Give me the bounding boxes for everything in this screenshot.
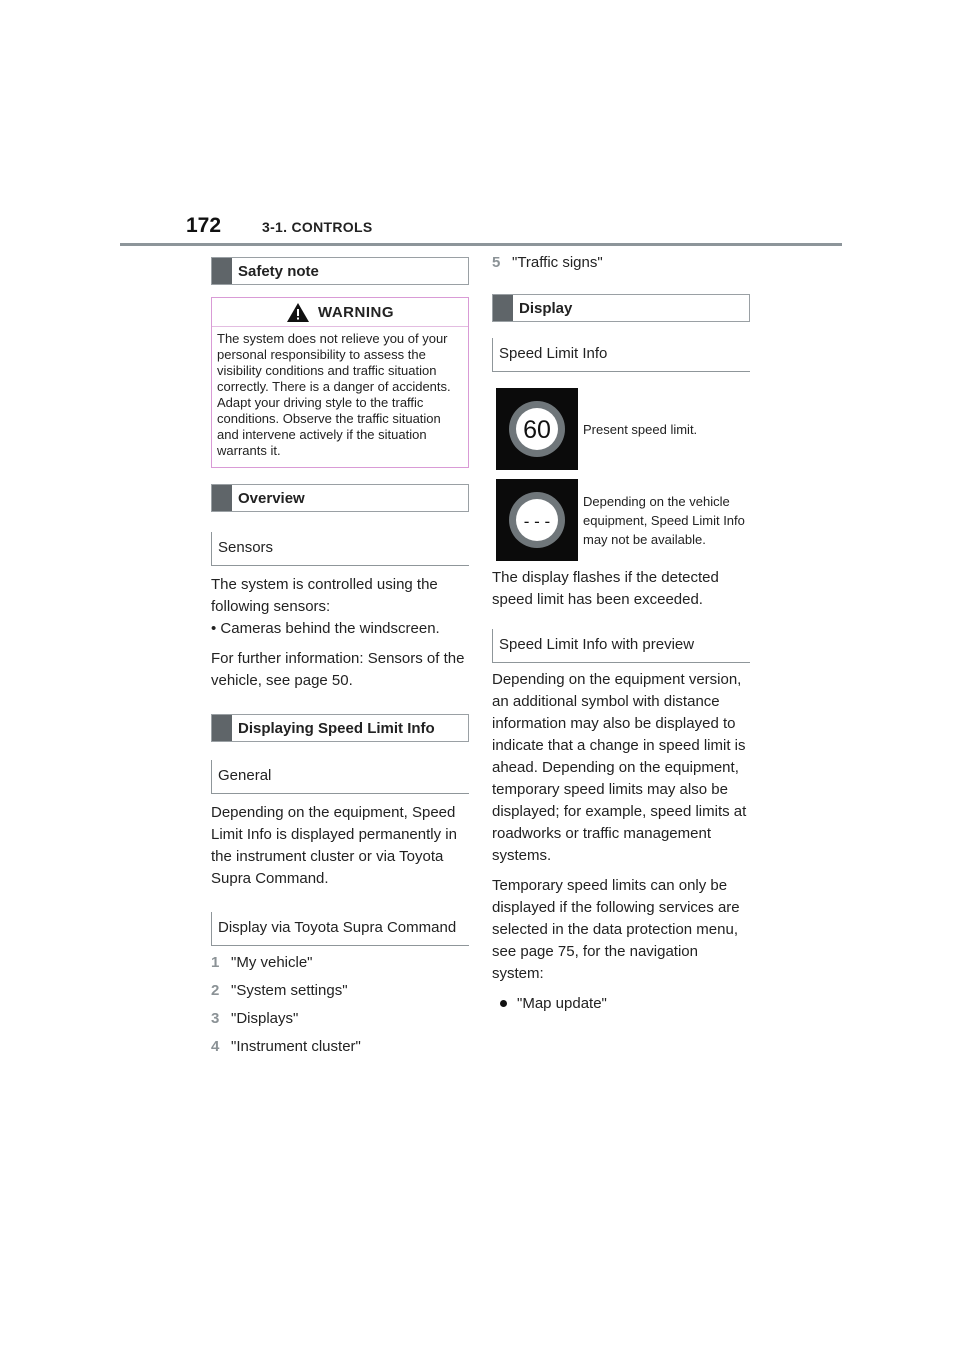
section-display xyxy=(492,294,750,322)
subsection-speed-limit-preview: Speed Limit Info with preview xyxy=(492,629,750,663)
speed-limit-row xyxy=(492,388,750,470)
subsection-sensors: Sensors xyxy=(211,532,469,566)
warning-box xyxy=(211,297,469,468)
page-number: 172 xyxy=(186,214,222,237)
paragraph: The display flashes if the detected speed limit has been exceeded. xyxy=(492,569,719,608)
paragraph: Depending on the equipment, Speed Limit Info is displayed permanently in the instrument cluster or via Toyota Supra Command. xyxy=(211,804,457,887)
list-item: 3 "Displays" xyxy=(211,1010,299,1027)
speed-limit-unavailable-icon xyxy=(507,490,567,550)
right-column xyxy=(492,252,750,1015)
section-overview xyxy=(211,484,469,512)
subsection-general: General xyxy=(211,760,469,794)
speed-limit-display xyxy=(496,388,578,470)
warning-text: The system does not relieve you of your personal responsibility to assess the visibility conditions and traffic situation correctly. There is a danger of accidents. Adapt your driving style to the traffic conditions. Observe the traffic situation and intervene actively if the situation warrants it. xyxy=(217,331,451,458)
list-item: "Map update" xyxy=(492,993,750,1015)
paragraph: The system is controlled using the following sensors: xyxy=(211,576,438,615)
section-title: Display xyxy=(519,299,573,317)
list-item: 4 "Instrument cluster" xyxy=(211,1038,361,1055)
left-column xyxy=(211,257,469,1058)
section-title: Overview xyxy=(238,489,305,507)
warning-title: WARNING xyxy=(318,303,394,321)
subsection-display-via-command: Display via Toyota Supra Command xyxy=(211,912,469,946)
list-item: 2 "System settings" xyxy=(211,982,348,999)
unavailable-value: - - - xyxy=(523,512,551,531)
section-safety-note xyxy=(211,257,469,285)
section-displaying-speed-limit-info xyxy=(211,714,469,742)
bullet-dot-icon xyxy=(500,1000,507,1007)
section-title: Displaying Speed Limit Info xyxy=(238,719,435,737)
speed-limit-value: 60 xyxy=(523,416,551,444)
warning-triangle-icon xyxy=(286,302,310,323)
warning-header xyxy=(212,298,468,327)
header-rule xyxy=(120,243,842,246)
paragraph: For further information: Sensors of the vehicle, see page 50. xyxy=(211,650,465,689)
unavailable-display xyxy=(496,479,578,561)
icon-caption: Depending on the vehicle equipment, Speed Limit Info may not be available. xyxy=(583,493,745,547)
section-title: Safety note xyxy=(238,262,319,280)
speed-limit-sign-icon xyxy=(507,399,567,459)
paragraph: Temporary speed limits can only be displayed if the following services are selected in the data protection menu, see page 75, for the navigation system: xyxy=(492,877,740,982)
unavailable-row xyxy=(492,479,750,561)
chapter-title: 3-1. CONTROLS xyxy=(262,219,373,235)
list-item: 1 "My vehicle" xyxy=(211,954,313,971)
list-item: • Cameras behind the windscreen. xyxy=(211,620,440,637)
steps-list xyxy=(211,952,469,1058)
icon-caption: Present speed limit. xyxy=(583,421,698,437)
subsection-speed-limit-info: Speed Limit Info xyxy=(492,338,750,372)
list-item: 5 "Traffic signs" xyxy=(492,254,603,271)
paragraph: Depending on the equipment version, an additional symbol with distance information may also be displayed to indicate that a change in speed limit is ahead. Depending on the equipment, temporary speed limits may also be displayed; for example, speed limits at roadworks or traffic management systems. xyxy=(492,671,747,864)
